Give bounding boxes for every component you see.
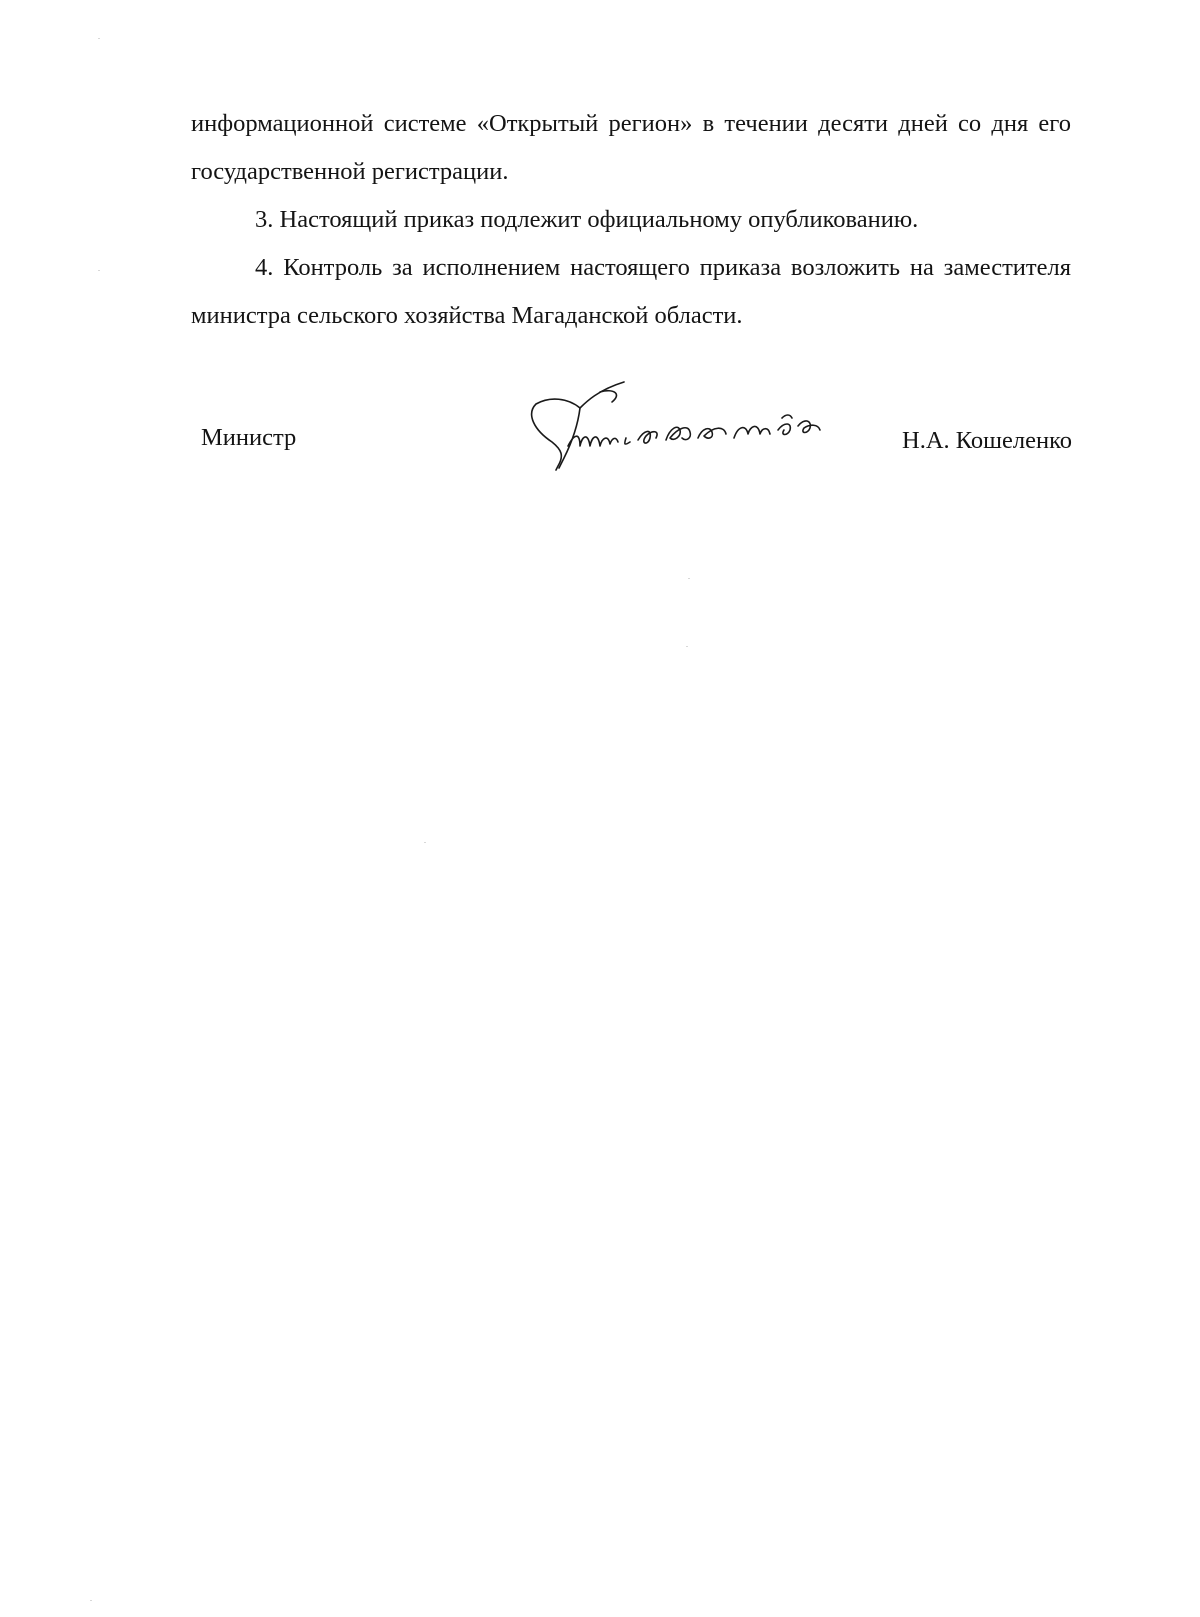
handwritten-signature [528,380,858,480]
scan-speck [90,1600,92,1601]
paragraph-3-official-publication: 3. Настоящий приказ подлежит официальному опубликованию. [255,206,919,233]
signature-block [0,380,1200,490]
document-body [191,100,1071,340]
scan-speck [424,842,426,843]
scan-speck [686,646,688,647]
scan-speck [98,270,100,271]
paragraph-4-execution-control: 4. Контроль за исполнением настоящего приказа возложить на заместителя министра сельского хозяйства Магаданской области. [191,254,1071,329]
signatory-name: Н.А. Кошеленко [902,427,1072,454]
paragraph-publication-system: информационной системе «Открытый регион» в течении десяти дней со дня его государственной регистрации. [191,110,1071,185]
signatory-position: Министр [201,424,297,451]
scan-speck [688,578,690,579]
scan-speck [98,38,100,39]
